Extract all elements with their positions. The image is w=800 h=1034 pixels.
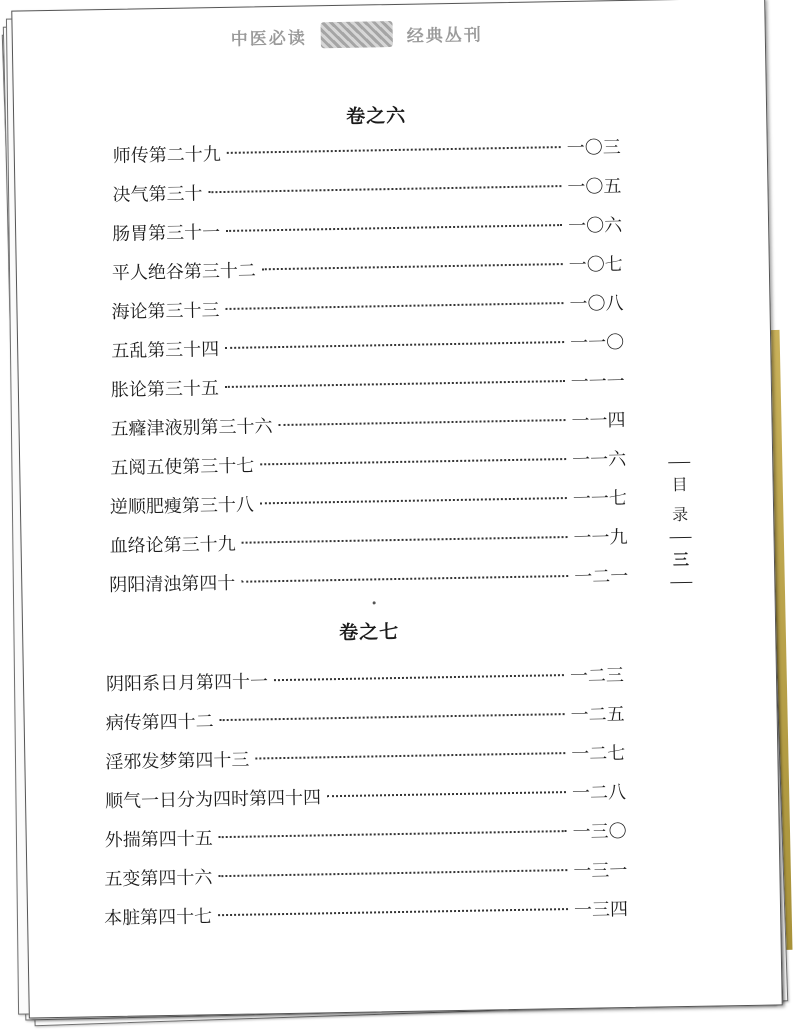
dot-leader <box>242 536 568 544</box>
dot-leader <box>208 185 561 193</box>
dot-leader <box>279 419 566 426</box>
toc-entry <box>112 211 634 248</box>
entry-title: 海论第三十三 <box>111 300 220 323</box>
entry-page: 一一七 <box>572 487 628 510</box>
entry-page: 一一九 <box>573 526 628 549</box>
entry-page: 一二八 <box>571 782 627 804</box>
toc-entry <box>109 523 639 560</box>
toc-entry <box>111 367 637 404</box>
dot-leader <box>255 752 565 759</box>
page-number: 三 <box>672 549 690 570</box>
entry-title: 本脏第四十七 <box>103 906 213 930</box>
entry-title: 五乱第三十四 <box>111 339 220 362</box>
print-speck <box>373 601 376 604</box>
entry-page: 一一四 <box>571 410 626 432</box>
entry-title: 平人绝谷第三十二 <box>111 260 257 284</box>
toc-entry <box>110 445 638 482</box>
dot-leader <box>225 380 565 388</box>
toc-entry <box>109 562 640 599</box>
entry-page: 一一六 <box>572 448 627 471</box>
entry-title: 阴阳清浊第四十 <box>109 572 236 597</box>
dot-leader <box>260 458 566 465</box>
toc-entry <box>110 406 637 443</box>
toc-entry <box>105 778 638 815</box>
dot-leader <box>327 791 566 797</box>
entry-page: 一一一 <box>570 371 626 393</box>
volume-title: 卷之六 <box>345 104 407 128</box>
entry-title: 病传第四十二 <box>105 711 214 735</box>
header-ornament-icon <box>321 21 393 48</box>
entry-title: 淫邪发梦第四十三 <box>105 749 250 774</box>
dot-leader <box>218 908 568 916</box>
entry-title: 顺气一日分为四时第四十四 <box>104 787 322 813</box>
entry-title: 五癃津液别第三十六 <box>110 416 273 440</box>
toc-entry <box>110 484 639 521</box>
entry-title: 外揣第四十五 <box>104 828 213 852</box>
entry-page: 一三四 <box>573 899 629 921</box>
entry-page: 一〇六 <box>567 215 623 237</box>
entry-title: 五阅五使第三十七 <box>110 455 255 479</box>
entry-title: 五变第四十六 <box>104 867 213 891</box>
toc-entry <box>111 289 635 326</box>
entry-title: 肠胃第三十一 <box>111 222 221 245</box>
entry-page: 一三〇 <box>572 821 627 843</box>
dot-leader <box>260 497 567 504</box>
toc-entry <box>104 895 640 932</box>
dot-leader <box>227 146 561 154</box>
toc-entry <box>112 172 633 209</box>
toc-entry <box>113 133 633 170</box>
side-char-mu: 目 <box>671 474 688 495</box>
side-dash <box>670 582 692 583</box>
toc-entry <box>112 250 635 287</box>
page-header <box>230 15 521 54</box>
entry-page: 一〇三 <box>566 137 621 159</box>
entry-title: 血络论第三十九 <box>109 533 236 558</box>
side-dash <box>670 537 692 538</box>
entry-title: 阴阳系日月第四十一 <box>105 671 269 696</box>
entry-page: 一二七 <box>571 743 626 765</box>
toc-entry <box>111 328 636 365</box>
toc-entry <box>105 739 637 776</box>
header-series-right: 经典丛刊 <box>406 24 483 47</box>
toc-entry <box>104 856 639 893</box>
toc-page <box>11 0 782 1019</box>
side-dash <box>668 462 690 463</box>
dot-leader <box>225 302 563 310</box>
entry-title: 师传第二十九 <box>112 144 221 167</box>
entry-page: 一〇五 <box>567 176 622 198</box>
dot-leader <box>218 869 567 877</box>
dot-leader <box>274 674 564 681</box>
dot-leader <box>241 575 568 583</box>
entry-title: 胀论第三十五 <box>110 378 220 401</box>
side-char-lu: 录 <box>671 504 689 525</box>
entry-page: 一〇七 <box>568 254 623 276</box>
entry-page: 一一〇 <box>569 332 625 354</box>
entry-page: 一二三 <box>569 665 625 688</box>
entry-page: 一二一 <box>574 565 629 588</box>
entry-title: 决气第三十 <box>112 183 203 206</box>
dot-leader <box>226 224 562 232</box>
entry-page: 一〇八 <box>569 293 624 315</box>
header-series-left: 中医必读 <box>230 28 307 50</box>
entry-page: 一三一 <box>573 860 628 882</box>
dot-leader <box>225 341 564 349</box>
toc-entry <box>106 661 636 698</box>
toc-entry <box>105 817 639 854</box>
dot-leader <box>219 830 567 838</box>
dot-leader <box>262 263 563 270</box>
volume-title: 卷之七 <box>338 620 400 645</box>
dot-leader <box>220 713 565 721</box>
entry-page: 一二五 <box>570 704 625 726</box>
entry-title: 逆顺肥瘦第三十八 <box>109 494 255 519</box>
side-running-head <box>664 462 696 584</box>
toc-entry <box>105 700 636 737</box>
